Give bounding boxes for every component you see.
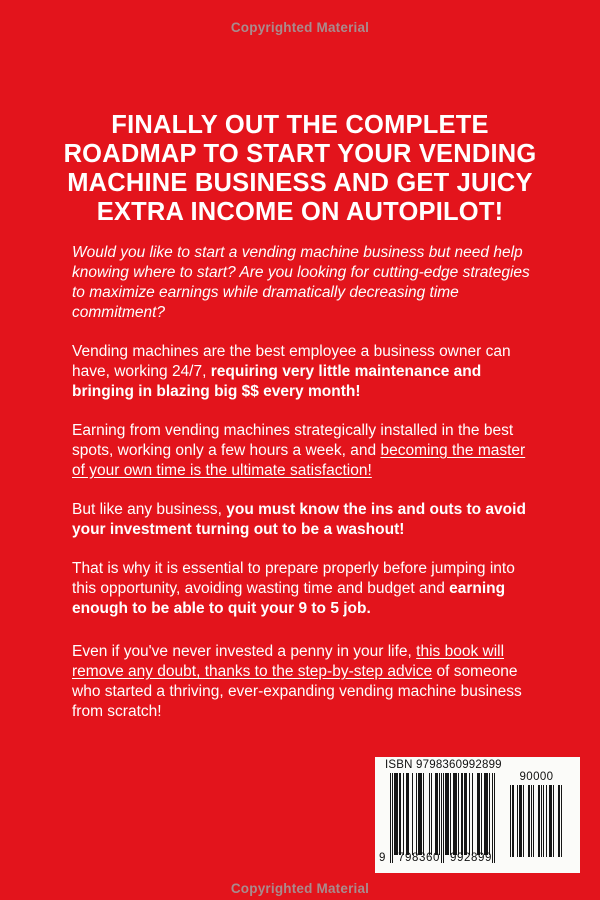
- paragraph: [72, 243, 534, 323]
- headline-line: EXTRA INCOME ON AUTOPILOT!: [96, 198, 504, 226]
- text-segment: That is why it is essential to prepare properly before jumping into this opportunity, avoiding wasting time and budget and: [72, 560, 515, 597]
- text-segment: you must know the ins and outs to avoid your investment turning out to be a washout!: [72, 501, 526, 538]
- text-segment: earning enough to be able to quit your 9 to 5 job.: [72, 580, 506, 617]
- headline: [0, 111, 600, 227]
- ean-digits: [393, 852, 497, 864]
- text-segment: Vending machines are the best employee a business owner can have, working 24/7,: [72, 343, 511, 380]
- ean-digit-prefix: 9: [379, 852, 386, 864]
- text-segment: this book will remove any doubt, thanks to the step-by-step advice: [72, 643, 505, 680]
- paragraph: [72, 421, 534, 481]
- addon-barcode: [510, 771, 563, 857]
- copyright-notice-top: Copyrighted Material: [230, 20, 370, 35]
- ean-digits-right: 992899: [450, 852, 492, 864]
- isbn-label: ISBN 9798360992899: [385, 759, 502, 771]
- headline-line: ROADMAP TO START YOUR VENDING: [63, 140, 537, 168]
- barcode-module: [561, 785, 562, 857]
- paragraph: [72, 642, 534, 722]
- barcode-module: [494, 773, 495, 863]
- headline-line: FINALLY OUT THE COMPLETE: [111, 111, 489, 139]
- ean-barcode: [379, 773, 497, 864]
- ean-digits-left: 798360: [398, 852, 440, 864]
- text-segment: of someone who started a thriving, ever-expanding vending machine business from scratch!: [72, 663, 522, 720]
- text-segment: Even if you've never invested a penny in your life,: [72, 643, 417, 660]
- text-segment: becoming the master of your own time is the ultimate satisfaction!: [72, 442, 526, 479]
- paragraph: [72, 500, 534, 540]
- ean-barcode-bars: [390, 773, 497, 863]
- headline-line: MACHINE BUSINESS AND GET JUICY: [67, 169, 533, 197]
- addon-barcode-bars: [510, 785, 563, 857]
- addon-barcode-label: 90000: [519, 771, 554, 783]
- body-paragraphs: [72, 243, 534, 741]
- text-segment: But like any business,: [72, 501, 227, 518]
- text-segment: requiring very little maintenance and bringing in blazing big $$ every month!: [72, 363, 482, 400]
- copyright-notice-bottom: Copyrighted Material: [230, 881, 370, 896]
- text-segment: Earning from vending machines strategically installed in the best spots, working only a few hours a week, and: [72, 422, 514, 459]
- paragraph: [72, 342, 534, 402]
- paragraph: [72, 559, 534, 619]
- text-segment: Would you like to start a vending machine business but need help knowing where to start? Are you looking for cutting-edge strategies to maximize earnings while dramatically decreasing time commitment?: [72, 244, 530, 321]
- barcode-panel: [375, 757, 580, 873]
